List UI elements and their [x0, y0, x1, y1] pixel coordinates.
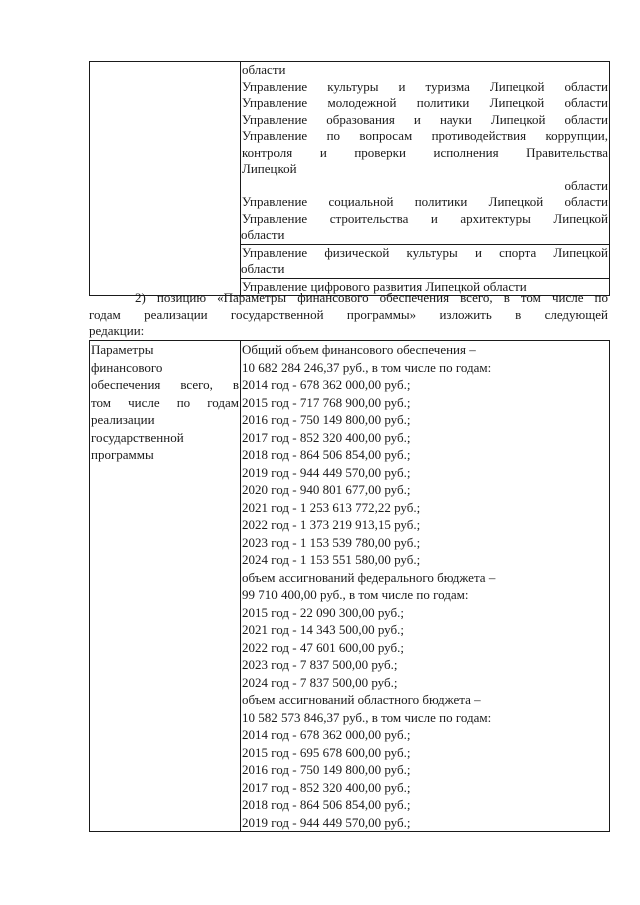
- financing-line: 2024 год - 1 153 551 580,00 руб.;: [242, 552, 421, 567]
- agency-line: Управление цифрового развития Липецкой области: [242, 278, 527, 294]
- financing-line: 2015 год - 717 768 900,00 руб.;: [242, 394, 411, 410]
- financing-line: 2014 год - 678 362 000,00 руб.;: [242, 377, 411, 392]
- parameter-label-line: реализации: [91, 412, 155, 427]
- agency-line: области: [242, 62, 286, 77]
- agency-line: области: [564, 177, 608, 193]
- financing-line: 2016 год - 750 149 800,00 руб.;: [242, 412, 411, 427]
- agency-line: Липецкой: [242, 161, 297, 176]
- paragraph-line: редакции:: [89, 323, 145, 338]
- paragraph-line: годам реализации государственной программы» изложить в следующей: [89, 306, 608, 322]
- table-row: [90, 341, 610, 832]
- agency-line: области: [241, 261, 609, 279]
- financing-line: 2022 год - 1 373 219 913,15 руб.;: [242, 517, 421, 532]
- amendment-paragraph: [89, 290, 608, 340]
- financing-line: 2019 год - 944 449 570,00 руб.;: [242, 814, 411, 830]
- agency-line: Управление социальной политики Липецкой области: [242, 194, 608, 209]
- financing-line: 2021 год - 14 343 500,00 руб.;: [242, 622, 404, 637]
- financing-line: 2020 год - 940 801 677,00 руб.;: [242, 482, 411, 497]
- financing-line: 2015 год - 22 090 300,00 руб.;: [242, 604, 404, 620]
- paragraph-line: 2) позицию «Параметры финансового обеспечения всего, в том числе по: [135, 290, 608, 305]
- parameter-label-line: том числе по годам: [91, 394, 239, 410]
- financing-line: 2015 год - 695 678 600,00 руб.;: [242, 744, 411, 760]
- financing-line: 2018 год - 864 506 854,00 руб.;: [242, 447, 411, 462]
- responsible-agencies-table: [89, 61, 610, 296]
- agency-line: Управление культуры и туризма Липецкой области: [242, 78, 608, 94]
- left-column-cell: [90, 62, 241, 296]
- agency-line: Управление строительства и архитектуры Липецкой: [242, 210, 608, 226]
- agency-line: Управление образования и науки Липецкой области: [242, 111, 608, 127]
- parameter-label-line: программы: [91, 447, 154, 462]
- financing-line: 2018 год - 864 506 854,00 руб.;: [242, 797, 411, 812]
- financing-line: 2023 год - 7 837 500,00 руб.;: [242, 657, 398, 672]
- agency-line: Управление физической культуры и спорта Липецкой: [242, 244, 608, 260]
- agency-line: области: [241, 227, 609, 245]
- agency-line: Управление по вопросам противодействия коррупции,: [242, 128, 608, 143]
- financing-parameters-table: [89, 340, 610, 832]
- financing-line: 2021 год - 1 253 613 772,22 руб.;: [242, 499, 421, 515]
- financing-values-cell: [241, 341, 610, 832]
- agency-line: Управление молодежной политики Липецкой области: [242, 95, 608, 110]
- financing-line: 2014 год - 678 362 000,00 руб.;: [242, 727, 411, 742]
- table-row: [90, 62, 610, 296]
- financing-line: 2023 год - 1 153 539 780,00 руб.;: [242, 534, 421, 550]
- financing-line: объем ассигнований федерального бюджета –: [242, 569, 496, 585]
- agency-line: контроля и проверки исполнения Правительства: [242, 144, 608, 160]
- agencies-list-cell: [241, 62, 610, 296]
- financing-line: 2016 год - 750 149 800,00 руб.;: [242, 762, 411, 777]
- parameter-label-line: государственной: [91, 429, 184, 445]
- financing-line: 2019 год - 944 449 570,00 руб.;: [242, 464, 411, 480]
- financing-line: 2024 год - 7 837 500,00 руб.;: [242, 674, 398, 690]
- financing-line: 10 682 284 246,37 руб., в том числе по годам:: [242, 359, 492, 375]
- parameter-label-cell: [90, 341, 241, 832]
- financing-line: 10 582 573 846,37 руб., в том числе по годам:: [242, 709, 492, 725]
- financing-line: 99 710 400,00 руб., в том числе по годам:: [242, 587, 469, 602]
- financing-line: объем ассигнований областного бюджета –: [242, 692, 481, 707]
- parameter-label-line: обеспечения всего, в: [91, 377, 239, 392]
- parameter-label-line: финансового: [91, 359, 163, 375]
- financing-line: 2017 год - 852 320 400,00 руб.;: [242, 779, 411, 795]
- parameter-label-line: Параметры: [91, 342, 154, 357]
- financing-line: Общий объем финансового обеспечения –: [242, 342, 476, 357]
- financing-line: 2022 год - 47 601 600,00 руб.;: [242, 639, 404, 655]
- financing-line: 2017 год - 852 320 400,00 руб.;: [242, 429, 411, 445]
